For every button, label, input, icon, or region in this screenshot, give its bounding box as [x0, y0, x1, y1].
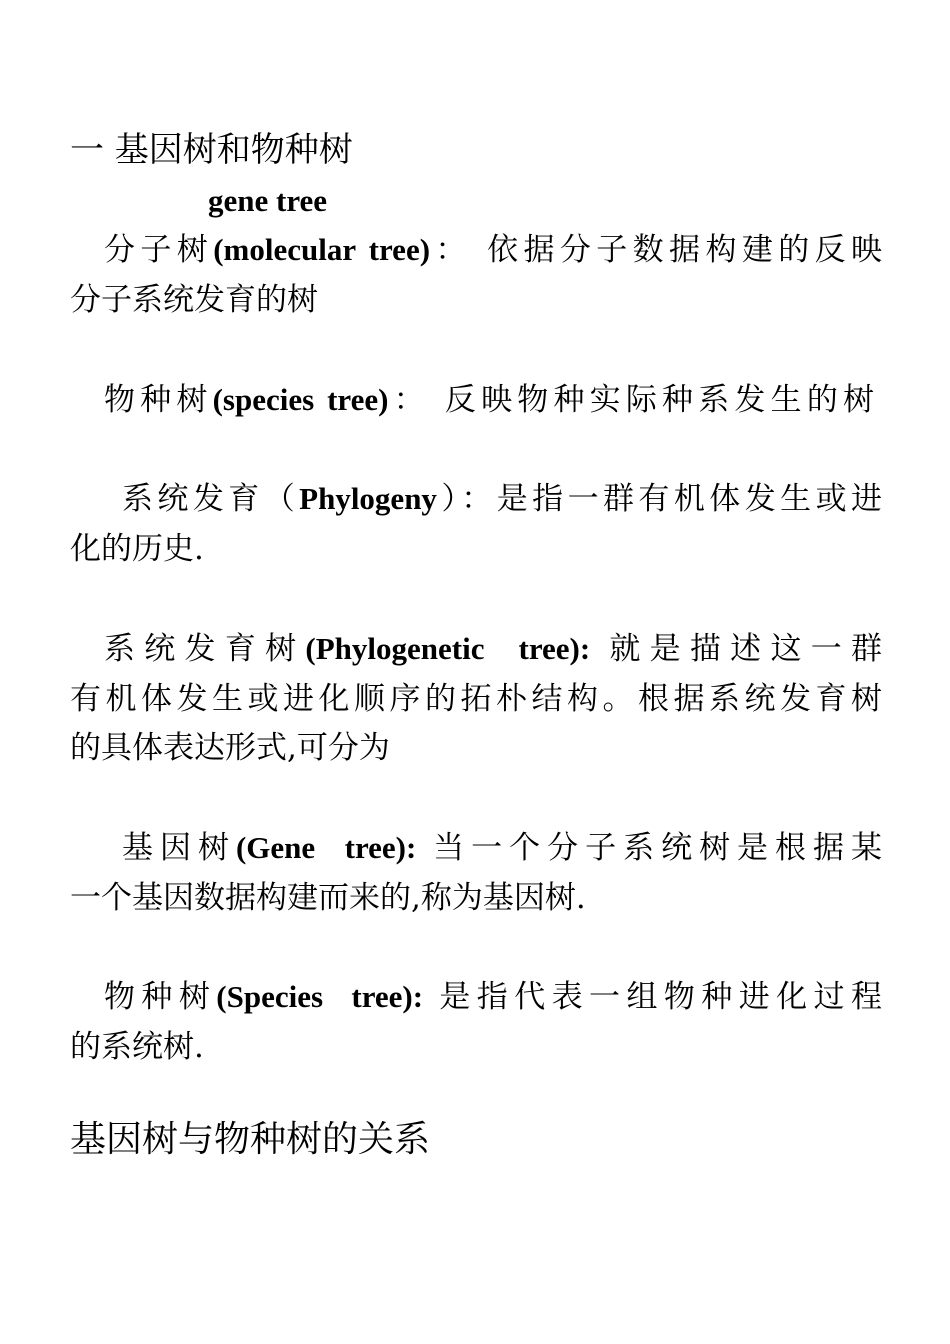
subheading-gene-tree: gene tree — [208, 183, 328, 218]
term-english: (molecular tree) — [213, 232, 431, 267]
term-label: 系统发育树 — [104, 631, 306, 667]
term-english: (Gene tree): — [235, 830, 417, 865]
paragraph-molecular-tree-line1 — [104, 225, 882, 275]
paragraph-species-tree-line1 — [104, 375, 874, 425]
paragraph-gene-tree-line2: 一个基因数据构建而来的,称为基因树. — [70, 880, 586, 916]
definition-text: 就是描述这一群 — [609, 631, 883, 667]
paragraph-phylogenetic-tree-line1 — [104, 624, 882, 674]
term-colon: ： — [388, 382, 430, 418]
definition-text: ）：是指一群有机体发生或进 — [436, 481, 882, 517]
paragraph-phylogeny-line2: 化的历史. — [70, 531, 204, 567]
definition-text: 是指代表一组物种进化过程 — [439, 979, 883, 1015]
paragraph-phylogenetic-tree-line2: 有机体发生或进化顺序的拓朴结构。根据系统发育树 — [70, 681, 882, 717]
paragraph-molecular-tree-line2: 分子系统发育的树 — [70, 282, 318, 318]
definition-text: 当一个分子系统树是根据某 — [433, 830, 883, 866]
paragraph-species-tree-def-line2: 的系统树. — [70, 1029, 204, 1065]
term-colon: ： — [430, 232, 472, 268]
paragraph-gene-tree-line1 — [122, 823, 882, 873]
term-label: 物种树 — [104, 382, 213, 418]
term-english: (Species tree): — [216, 979, 424, 1014]
term-english: (Phylogenetic tree): — [305, 631, 591, 666]
term-label: 分子树 — [104, 232, 214, 268]
term-label: 物种树 — [104, 979, 217, 1015]
term-label: 系统发育（ — [122, 481, 300, 517]
definition-text: 依据分子数据构建的反映 — [487, 232, 883, 268]
term-english: (species tree) — [212, 382, 389, 417]
paragraph-species-tree-def-line1 — [104, 972, 882, 1022]
paragraph-phylogenetic-tree-line3: 的具体表达形式,可分为 — [70, 730, 390, 766]
term-english: Phylogeny — [299, 481, 437, 516]
term-label: 基因树 — [122, 830, 236, 866]
section-heading: 一 基因树和物种树 — [70, 130, 353, 170]
definition-text: 反映物种实际种系发生的树 — [444, 382, 875, 418]
section-heading-relationship: 基因树与物种树的关系 — [70, 1119, 431, 1160]
paragraph-phylogeny-line1 — [122, 474, 882, 524]
